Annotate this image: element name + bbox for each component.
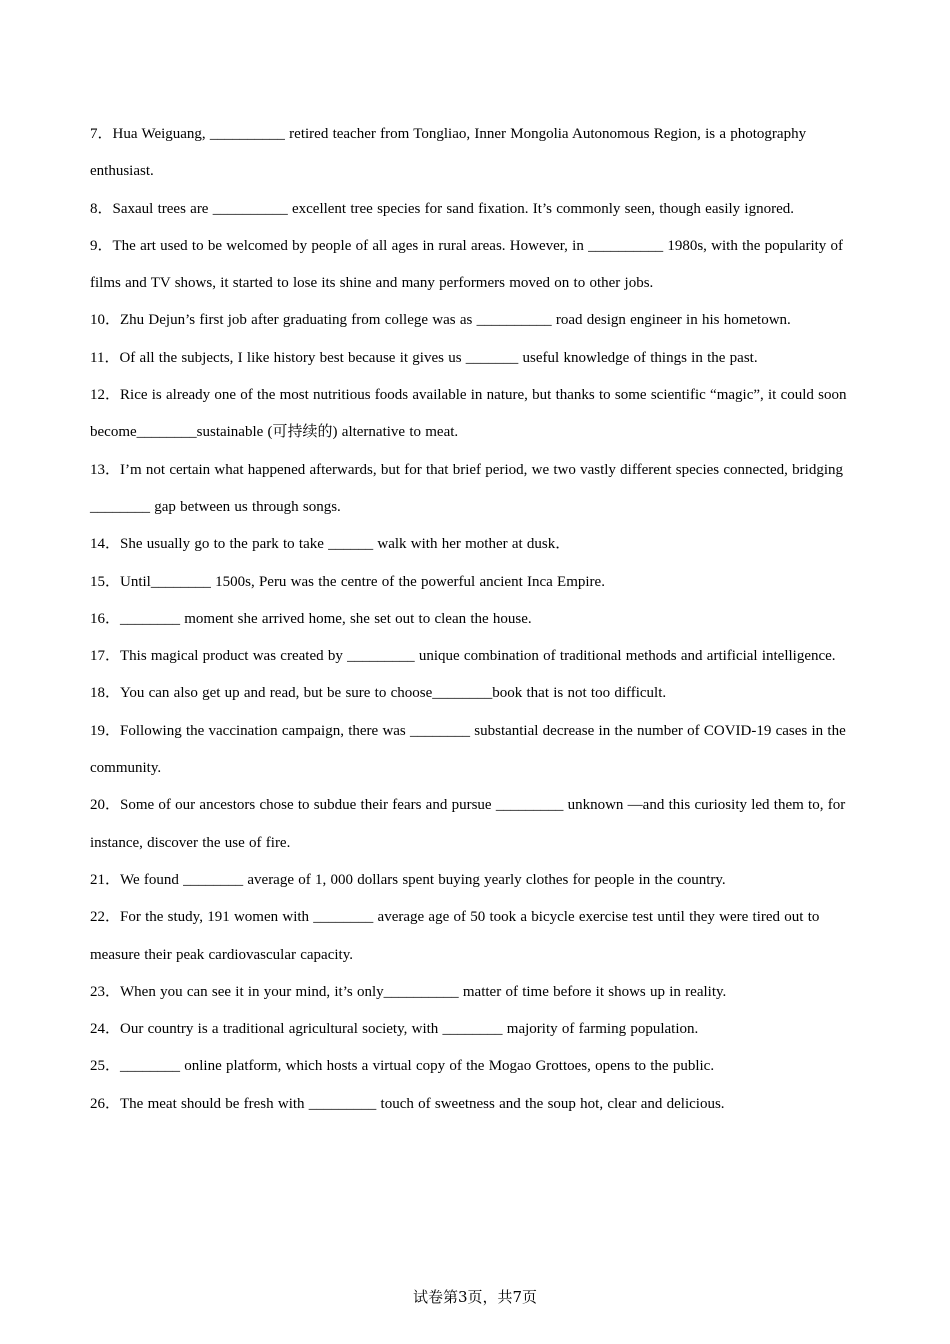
question-item [90, 1011, 865, 1048]
question-text: Rice is already one of the most nutritious foods available in nature, but thanks to some scientific “magic”, it could soon become________sustainable (可持续的) alternative to meat. [90, 387, 847, 441]
question-item [90, 713, 865, 788]
question-number: 16． [90, 610, 121, 627]
question-item [90, 302, 865, 339]
question-number: 9． [90, 237, 113, 254]
question-text: The art used to be welcomed by people of all ages in rural areas. However, in __________ 1980s, with the popularity of films and TV shows, it started to lose its shine and many performers moved on to other jobs. [90, 237, 844, 292]
question-item [90, 526, 865, 563]
question-number: 24． [90, 1021, 121, 1038]
question-number: 8． [90, 200, 113, 217]
question-number: 18． [90, 685, 121, 702]
question-number: 25． [90, 1058, 121, 1075]
question-item [90, 1048, 865, 1085]
question-number: 15． [90, 573, 121, 590]
question-item [90, 638, 865, 675]
question-number: 21． [90, 871, 121, 888]
question-text: You can also get up and read, but be sure to choose________book that is not too difficult. [120, 685, 667, 702]
question-item [90, 116, 865, 191]
question-item [90, 1086, 865, 1123]
question-number: 13． [90, 461, 121, 478]
question-text: Of all the subjects, I like history best because it gives us _______ useful knowledge of things in the past. [119, 349, 758, 366]
question-item [90, 452, 865, 527]
question-text: Until________ 1500s, Peru was the centre of the powerful ancient Inca Empire. [120, 573, 605, 590]
question-text: For the study, 191 women with ________ average age of 50 took a bicycle exercise test until they were tired out to measure their peak cardiovascular capacity. [90, 909, 820, 963]
question-number: 20． [90, 797, 121, 814]
question-text: Zhu Dejun’s first job after graduating from college was as __________ road design engineer in his hometown. [120, 312, 791, 329]
question-text: I’m not certain what happened afterwards, but for that brief period, we two vastly different species connected, bridging ________ gap between us through songs. [90, 461, 843, 515]
page-footer: 试卷第3页，共7页 [412, 1288, 538, 1306]
question-list [90, 116, 865, 1123]
question-text: Hua Weiguang, __________ retired teacher from Tongliao, Inner Mongolia Autonomous Region, is a photography enthusiast. [90, 126, 807, 180]
question-text: Following the vaccination campaign, there was ________ substantial decrease in the number of COVID-19 cases in the community. [90, 722, 846, 777]
question-number: 26． [90, 1095, 121, 1112]
question-text: This magical product was created by _________ unique combination of traditional methods and artificial intelligence. [120, 648, 836, 665]
question-text: The meat should be fresh with _________ touch of sweetness and the soup hot, clear and delicious. [120, 1095, 725, 1112]
question-number: 22． [90, 909, 121, 926]
question-text: Our country is a traditional agricultural society, with ________ majority of farming population. [120, 1021, 699, 1038]
question-number: 12． [90, 387, 121, 404]
question-item [90, 340, 865, 377]
question-text: ________ online platform, which hosts a virtual copy of the Mogao Grottoes, opens to the public. [120, 1058, 715, 1075]
question-number: 11． [90, 349, 120, 366]
question-text: Saxaul trees are __________ excellent tree species for sand fixation. It’s commonly seen, though easily ignored. [112, 200, 794, 217]
question-text: We found ________ average of 1, 000 dollars spent buying yearly clothes for people in the country. [120, 871, 726, 888]
question-text: When you can see it in your mind, it’s only__________ matter of time before it shows up in reality. [120, 983, 727, 1000]
question-number: 17． [90, 648, 121, 665]
question-item [90, 787, 865, 862]
question-item [90, 974, 865, 1011]
question-item [90, 191, 865, 228]
question-text: Some of our ancestors chose to subdue their fears and pursue _________ unknown —and this curiosity led them to, for instance, discover the use of fire. [90, 797, 846, 851]
question-number: 23． [90, 983, 121, 1000]
question-text: She usually go to the park to take ______ walk with her mother at dusk． [120, 536, 571, 553]
question-item [90, 377, 865, 452]
question-text: ________ moment she arrived home, she set out to clean the house. [120, 610, 532, 627]
question-item [90, 899, 865, 974]
question-item [90, 675, 865, 712]
question-item [90, 564, 865, 601]
question-item [90, 862, 865, 899]
question-number: 19． [90, 722, 121, 739]
question-number: 10． [90, 312, 121, 329]
question-item [90, 601, 865, 638]
question-item [90, 228, 865, 303]
question-number: 7． [90, 126, 113, 142]
question-number: 14． [90, 536, 121, 553]
